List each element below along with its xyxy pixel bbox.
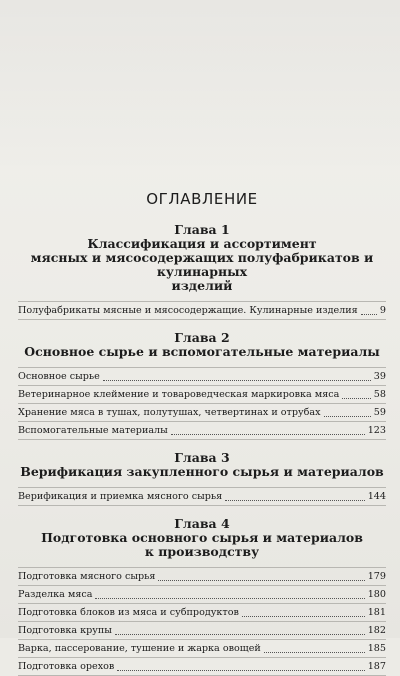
toc-entry-text: Вспомогательные материалы (18, 425, 168, 436)
chapter-title (18, 465, 386, 479)
toc-entry-text: Варка, пассерование, тушение и жарка овощей (18, 643, 261, 654)
chapter-number: Глава 1 (174, 222, 230, 237)
toc-entry[interactable] (18, 604, 386, 622)
leader-dots (171, 434, 365, 435)
toc-entry-page: 179 (367, 571, 386, 582)
chapter-number: Глава 3 (174, 450, 230, 465)
toc-entry-text: Подготовка орехов (18, 661, 115, 672)
chapter-number: Глава 2 (174, 330, 230, 345)
toc-entry[interactable] (18, 586, 386, 604)
toc-entry-text: Полуфабрикаты мясные и мясосодержащие. Кулинарные изделия (18, 305, 358, 316)
toc-entry-page: 39 (373, 371, 386, 382)
leader-dots (115, 634, 365, 635)
chapter-1 (18, 222, 386, 320)
toc-entry[interactable] (18, 567, 386, 586)
toc-entry-page: 144 (367, 491, 386, 502)
toc-entry-page: 187 (367, 661, 386, 672)
toc-entries (18, 367, 386, 440)
toc-entry-text: Хранение мяса в тушах, полутушах, четвертинах и отрубах (18, 407, 321, 418)
chapter-title-line: Классификация и ассортимент (87, 236, 317, 251)
leader-dots (361, 314, 377, 315)
toc-entry-text: Основное сырье (18, 371, 100, 382)
toc-entry-text: Подготовка блоков из мяса и субпродуктов (18, 607, 239, 618)
toc-entry-page: 123 (367, 425, 386, 436)
toc-entry-text: Разделка мяса (18, 589, 93, 600)
chapter-3 (18, 450, 386, 506)
chapter-2 (18, 330, 386, 440)
leader-dots (324, 416, 371, 417)
chapter-title-line: Основное сырье и вспомогательные материалы (24, 344, 380, 359)
toc-entry-page: 180 (367, 589, 386, 600)
toc-entry-text: Подготовка мясного сырья (18, 571, 156, 582)
toc-entry-page: 181 (367, 607, 386, 618)
toc-entry-page: 185 (367, 643, 386, 654)
toc-entry-page: 182 (367, 625, 386, 636)
toc-entry-page: 9 (379, 305, 386, 316)
leader-dots (103, 380, 371, 381)
toc-entry[interactable] (18, 386, 386, 404)
leader-dots (264, 652, 365, 653)
toc-entry-text: Верификация и приемка мясного сырья (18, 491, 223, 502)
toc-entry[interactable] (18, 404, 386, 422)
chapter-title (18, 237, 386, 293)
leader-dots (342, 398, 370, 399)
leader-dots (95, 598, 364, 599)
toc-entry[interactable] (18, 487, 386, 506)
toc-entry-page: 59 (373, 407, 386, 418)
toc-entry[interactable] (18, 422, 386, 440)
toc-entries (18, 487, 386, 506)
previous-page-shadow (0, 0, 400, 175)
chapter-title (18, 531, 386, 559)
chapter-title-line: мясных и мясосодержащих полуфабрикатов и кулинарных (30, 250, 374, 279)
toc-entry-text: Ветеринарное клеймение и товароведческая маркировка мяса (18, 389, 340, 400)
toc-entry[interactable] (18, 367, 386, 386)
leader-dots (158, 580, 364, 581)
toc-entry[interactable] (18, 301, 386, 320)
toc-entry[interactable] (18, 640, 386, 658)
chapter-title-line: Верификация закупленного сырья и материалов (20, 464, 384, 479)
chapter-number: Глава 4 (174, 516, 230, 531)
leader-dots (225, 500, 365, 501)
chapter-4 (18, 516, 386, 676)
toc-entry-page: 58 (373, 389, 386, 400)
leader-dots (117, 670, 364, 671)
chapter-title-line: Подготовка основного сырья и материалов (41, 530, 363, 545)
leader-dots (242, 616, 365, 617)
toc-entry[interactable] (18, 658, 386, 676)
chapter-title-line: к производству (144, 544, 260, 559)
toc-entry-text: Подготовка крупы (18, 625, 112, 636)
chapter-title (18, 345, 386, 359)
toc-entry[interactable] (18, 622, 386, 640)
chapter-title-line: изделий (171, 278, 233, 293)
toc-entries (18, 567, 386, 676)
toc-entries (18, 301, 386, 320)
page-title: ОГЛАВЛЕНИЕ (146, 190, 258, 208)
